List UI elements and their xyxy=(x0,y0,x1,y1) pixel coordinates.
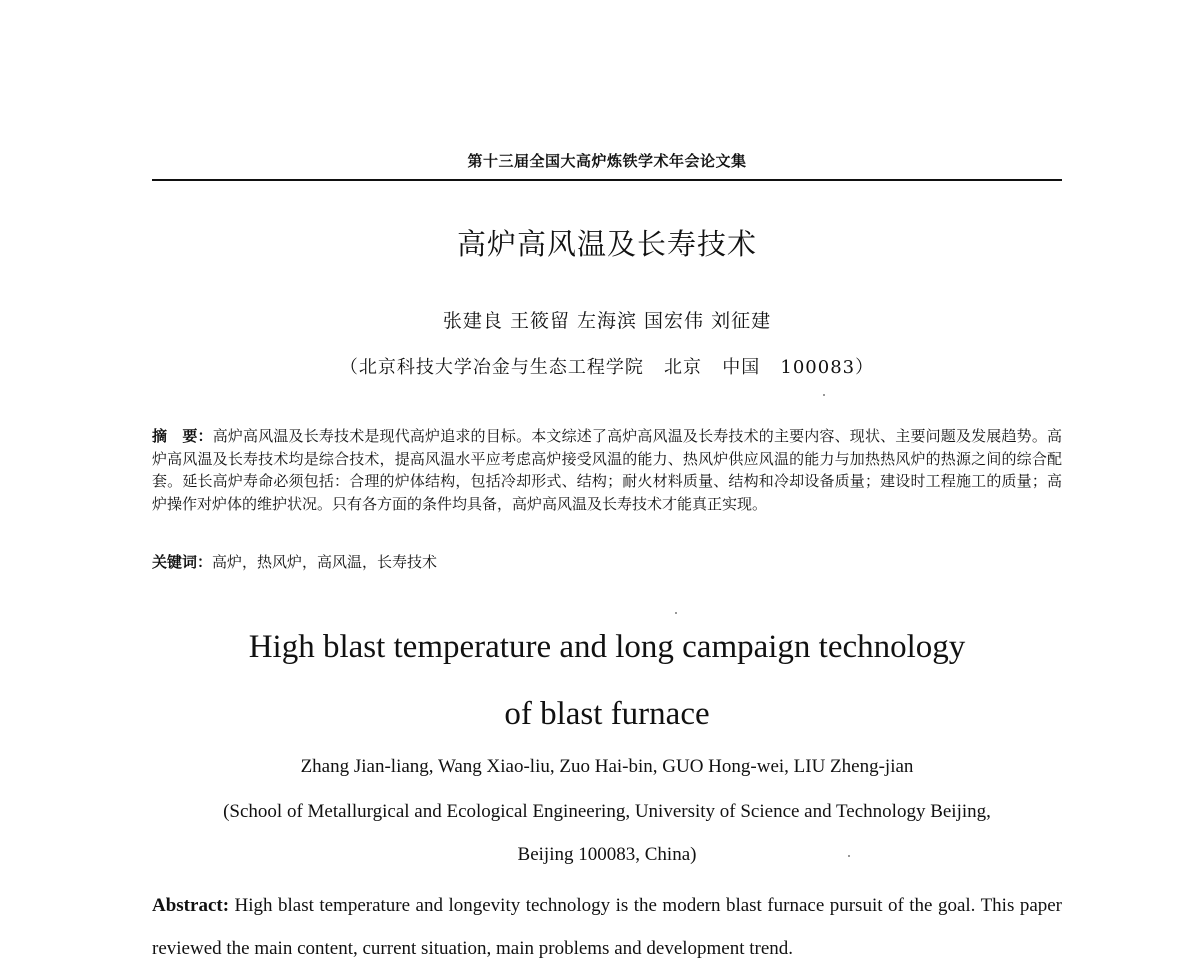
chinese-keywords-label: 关键词： xyxy=(152,553,213,571)
chinese-keywords-text: 高炉，热风炉，高风温，长寿技术 xyxy=(212,553,438,571)
english-title-line2: of blast furnace xyxy=(504,696,710,732)
scan-speck xyxy=(675,612,677,614)
english-abstract-text: High blast temperature and longevity technology is the modern blast furnace pursuit of the goal. This paper reviewed the main content, current situation, main problems and development trend. xyxy=(152,895,1063,959)
english-affiliation-line2: Beijing 100083, China) xyxy=(517,844,697,865)
chinese-title: 高炉高风温及长寿技术 xyxy=(456,227,757,261)
english-authors: Zhang Jian-liang, Wang Xiao-liu, Zuo Hai-bin, GUO Hong-wei, LIU Zheng-jian xyxy=(300,756,914,777)
english-abstract-label: Abstract: xyxy=(152,895,230,916)
chinese-authors: 张建良 王筱留 左海滨 国宏伟 刘征建 xyxy=(442,310,772,332)
scan-speck xyxy=(823,394,825,396)
chinese-abstract-text: 高炉高风温及长寿技术是现代高炉追求的目标。本文综述了高炉高风温及长寿技术的主要内容、现状、主要问题及发展趋势。高炉高风温及长寿技术均是综合技术，提高风温水平应考虑高炉接受风温的能力、热风炉供应风温的能力与加热热风炉的热源之间的综合配套。延长高炉寿命必须包括：合理的炉体结构，包括冷却形式、结构；耐火材料质量、结构和冷却设备质量；建设时工程施工的质量；高炉操作对炉体的维护状况。只有各方面的条件均具备，高炉高风温及长寿技术才能真正实现。 xyxy=(152,427,1062,513)
scan-speck xyxy=(848,855,850,857)
english-abstract xyxy=(152,884,1062,970)
chinese-keywords xyxy=(152,551,1062,573)
english-title-line1: High blast temperature and long campaign technology xyxy=(248,629,966,665)
chinese-abstract xyxy=(152,425,1062,515)
header-rule xyxy=(152,179,1062,181)
english-affiliation-line1: (School of Metallurgical and Ecological Engineering, University of Science and Technology Beijing, xyxy=(223,801,991,822)
running-header: 第十三届全国大高炉炼铁学术年会论文集 xyxy=(467,152,747,170)
chinese-affiliation: （北京科技大学冶金与生态工程学院 北京 中国 100083） xyxy=(339,357,875,378)
chinese-abstract-label: 摘 要： xyxy=(152,427,213,445)
